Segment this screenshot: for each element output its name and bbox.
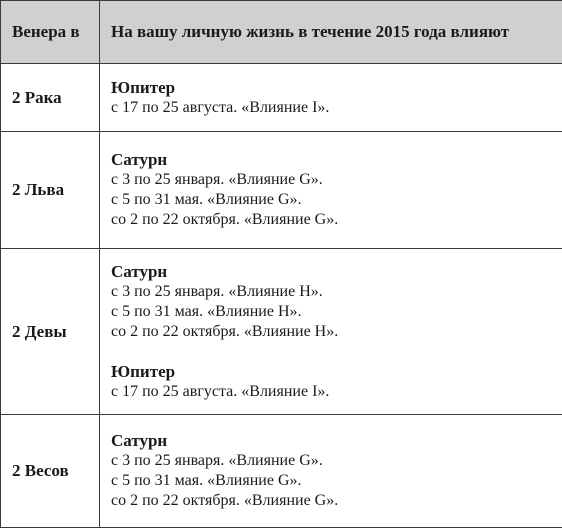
- venus-position-cell: 2 Весов: [1, 415, 100, 528]
- planet-group: [111, 78, 562, 118]
- planet-name: Сатурн: [111, 150, 562, 170]
- influence-period: со 2 по 22 октября. «Влияние G».: [111, 491, 562, 511]
- planet-name: Сатурн: [111, 262, 562, 282]
- table-row: [1, 132, 562, 249]
- influence-period: с 5 по 31 мая. «Влияние G».: [111, 471, 562, 491]
- influence-period: с 3 по 25 января. «Влияние G».: [111, 451, 562, 471]
- planet-name: Юпитер: [111, 362, 562, 382]
- influence-period: с 17 по 25 августа. «Влияние I».: [111, 382, 562, 402]
- planet-name: Сатурн: [111, 431, 562, 451]
- header-influences: На вашу личную жизнь в течение 2015 года влияют: [100, 1, 562, 64]
- planet-group: [111, 262, 562, 342]
- influences-cell: [100, 132, 562, 249]
- influences-cell: [100, 64, 562, 132]
- planet-name: Юпитер: [111, 78, 562, 98]
- influence-period: со 2 по 22 октября. «Влияние G».: [111, 210, 562, 230]
- table-row: [1, 64, 562, 132]
- influence-period: с 5 по 31 мая. «Влияние G».: [111, 190, 562, 210]
- planet-group: [111, 431, 562, 511]
- table-row: [1, 415, 562, 528]
- table-body: [1, 64, 562, 528]
- venus-position-cell: 2 Льва: [1, 132, 100, 249]
- influence-period: с 3 по 25 января. «Влияние G».: [111, 170, 562, 190]
- influence-period: со 2 по 22 октября. «Влияние H».: [111, 322, 562, 342]
- table-header: [1, 1, 562, 64]
- venus-position-cell: 2 Девы: [1, 249, 100, 415]
- planet-group: [111, 150, 562, 230]
- venus-position-cell: 2 Рака: [1, 64, 100, 132]
- header-row: [1, 1, 562, 64]
- influences-cell: [100, 415, 562, 528]
- header-venus-position: Венера в: [1, 1, 100, 64]
- influences-cell: [100, 249, 562, 415]
- influence-period: с 17 по 25 августа. «Влияние I».: [111, 98, 562, 118]
- influence-period: с 3 по 25 января. «Влияние H».: [111, 282, 562, 302]
- planet-group: [111, 362, 562, 402]
- table-row: [1, 249, 562, 415]
- influence-period: с 5 по 31 мая. «Влияние H».: [111, 302, 562, 322]
